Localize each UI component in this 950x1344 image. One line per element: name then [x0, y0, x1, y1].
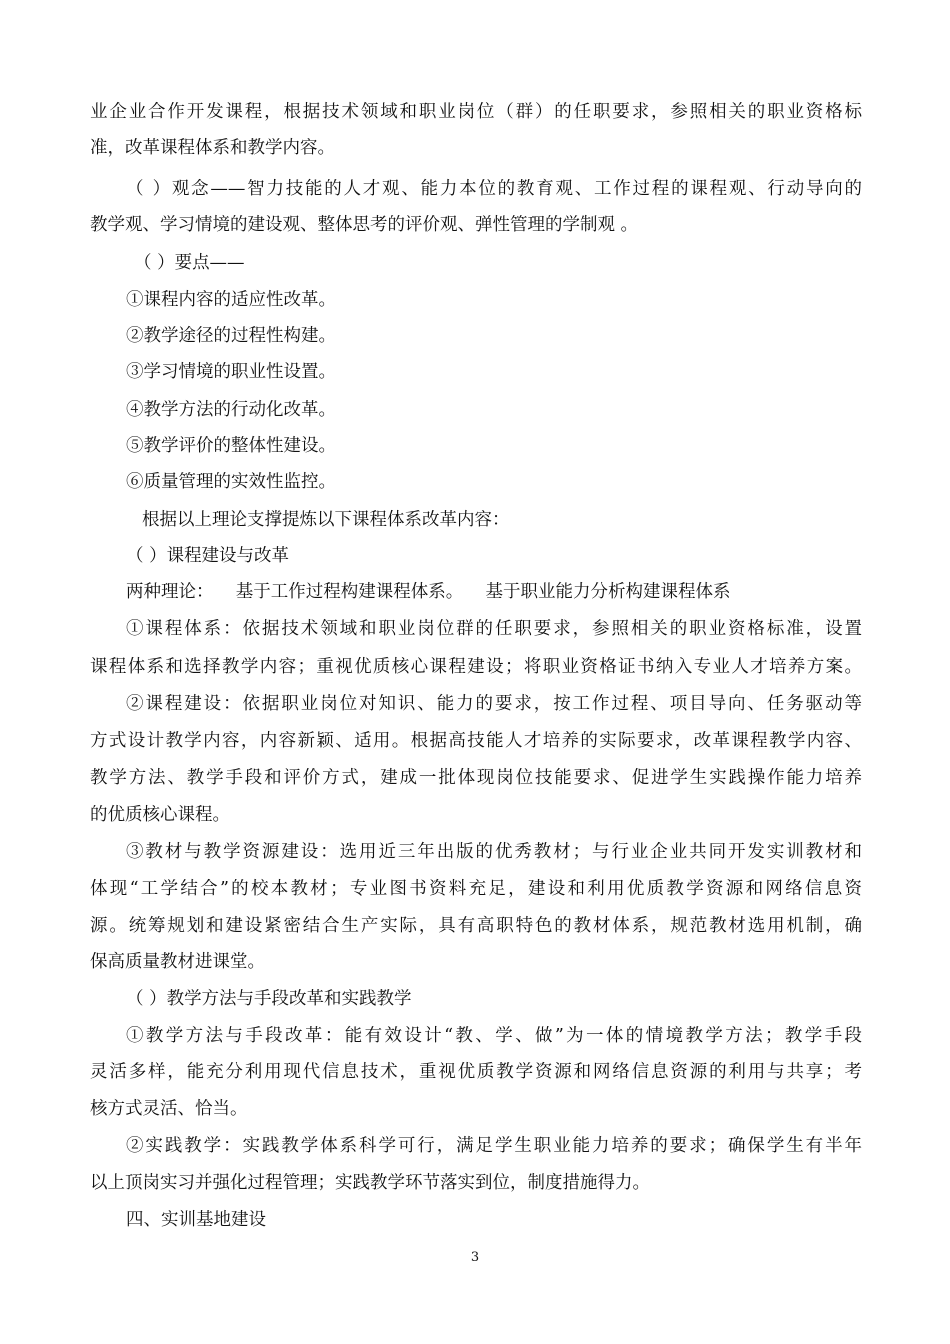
section-heading: （ ）要点——	[134, 253, 245, 273]
list-item: ①课程内容的适应性改革。	[126, 290, 336, 310]
paragraph-line: 核方式灵活、恰当。	[90, 1099, 248, 1119]
paragraph-line: 方式设计教学内容，内容新颖、适用。根据高技能人才培养的实际要求，改革课程教学内容、	[90, 731, 862, 751]
paragraph-line: 体现“工学结合”的校本教材；专业图书资料充足，建设和利用优质教学资源和网络信息资	[90, 879, 862, 899]
paragraph-line: 根据以上理论支撑提炼以下课程体系改革内容：	[142, 510, 510, 530]
paragraph-line: ②课程建设：依据职业岗位对知识、能力的要求，按工作过程、项目导向、任务驱动等	[126, 694, 862, 714]
paragraph-line: 两种理论： 基于工作过程构建课程体系。 基于职业能力分析构建课程体系	[126, 582, 731, 602]
paragraph-line: ②实践教学：实践教学体系科学可行，满足学生职业能力培养的要求；确保学生有半年	[126, 1136, 862, 1156]
paragraph-line: 灵活多样，能充分利用现代信息技术，重视优质教学资源和网络信息资源的利用与共享；考	[90, 1062, 862, 1082]
list-item: ②教学途径的过程性构建。	[126, 326, 336, 346]
list-item: ④教学方法的行动化改革。	[126, 400, 336, 420]
paragraph-line: 以上顶岗实习并强化过程管理；实践教学环节落实到位，制度措施得力。	[90, 1173, 650, 1193]
paragraph-line: 源。统筹规划和建设紧密结合生产实际，具有高职特色的教材体系，规范教材选用机制，确	[90, 916, 862, 936]
paragraph-line: 保高质量教材进课堂。	[90, 952, 265, 972]
paragraph-line: 的优质核心课程。	[90, 805, 230, 825]
section-heading: 四、实训基地建设	[126, 1210, 266, 1230]
list-item: ⑤教学评价的整体性建设。	[126, 436, 336, 456]
list-item: ⑥质量管理的实效性监控。	[126, 472, 336, 492]
section-heading: （ ）教学方法与手段改革和实践教学	[126, 989, 412, 1009]
paragraph-line: 教学观、学习情境的建设观、整体思考的评价观、弹性管理的学制观 。	[90, 215, 639, 235]
paragraph-line: （ ）观念——智力技能的人才观、能力本位的教育观、工作过程的课程观、行动导向的	[126, 179, 862, 199]
paragraph-line: 课程体系和选择教学内容；重视优质核心课程建设；将职业资格证书纳入专业人才培养方案。	[90, 657, 862, 677]
paragraph-line: 业企业合作开发课程，根据技术领域和职业岗位（群）的任职要求，参照相关的职业资格标	[90, 102, 862, 122]
paragraph-line: ①教学方法与手段改革：能有效设计“教、学、做”为一体的情境教学方法；教学手段	[126, 1026, 862, 1046]
paragraph-line: 教学方法、教学手段和评价方式，建成一批体现岗位技能要求、促进学生实践操作能力培养	[90, 768, 862, 788]
paragraph-line: ③教材与教学资源建设：选用近三年出版的优秀教材；与行业企业共同开发实训教材和	[126, 842, 862, 862]
section-heading: （ ）课程建设与改革	[126, 546, 290, 566]
list-item: ③学习情境的职业性设置。	[126, 362, 336, 382]
paragraph-line: ①课程体系：依据技术领域和职业岗位群的任职要求，参照相关的职业资格标准，设置	[126, 619, 862, 639]
paragraph-line: 准，改革课程体系和教学内容。	[90, 138, 335, 158]
page-number: 3	[470, 1250, 480, 1265]
